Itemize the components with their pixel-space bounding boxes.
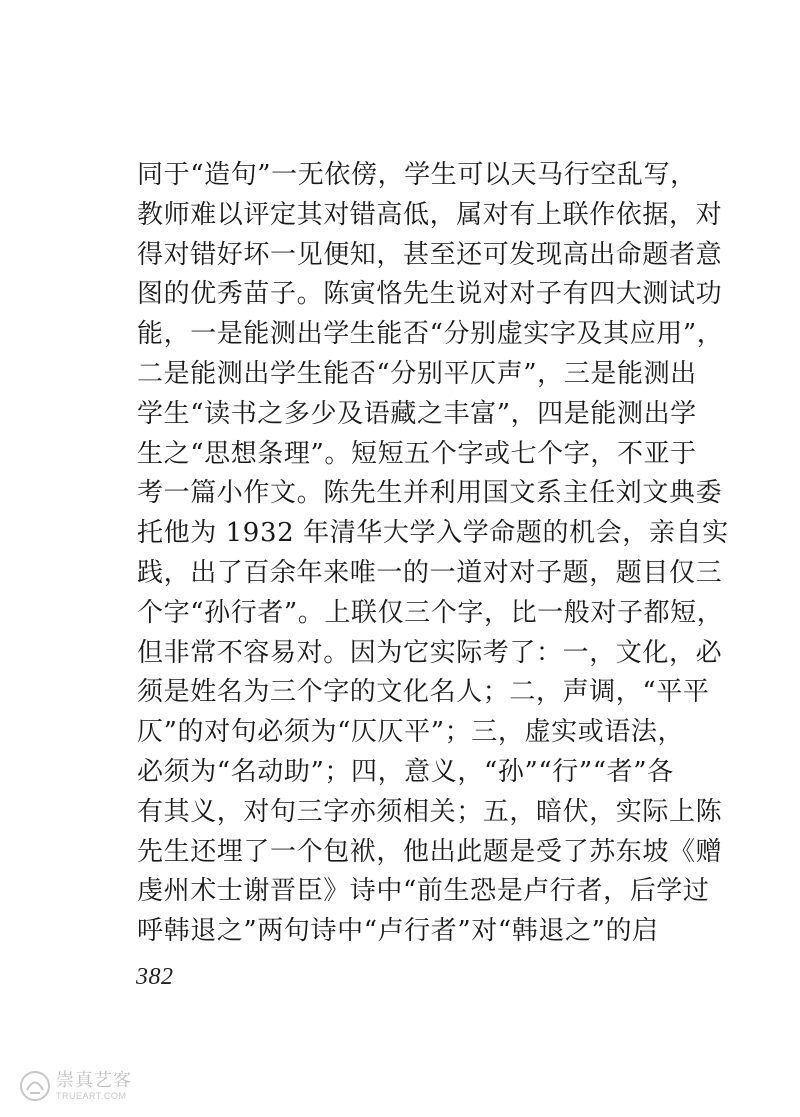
watermark	[18, 1064, 132, 1108]
text-line: 仄”的对句必须为“仄仄平”；三，虚实或语法，	[137, 717, 685, 748]
text-line: 先生还埋了一个包袱，他出此题是受了苏东坡《赠	[137, 836, 723, 867]
text-line: 呼韩退之”两句诗中“卢行者”对“韩退之”的启	[137, 916, 659, 947]
text-line: 考一篇小作文。陈先生并利用国文系主任刘文典委	[137, 478, 723, 509]
text-line: 生之“思想条理”。短短五个字或七个字，不亚于	[137, 438, 697, 469]
text-line: 得对错好坏一见便知，甚至还可发现高出命题者意	[137, 239, 723, 270]
watermark-name-en: TRUEART.COM	[56, 1090, 127, 1101]
text-line: 能，一是能测出学生能否“分别虚实字及其应用”，	[137, 319, 724, 350]
text-line: 但非常不容易对。因为它实际考了：一，文化，必	[137, 637, 723, 668]
text-line: 须是姓名为三个字的文化名人；二，声调，“平平	[137, 677, 710, 708]
text-line: 践，出了百余年来唯一的一道对对子题，题目仅三	[137, 557, 723, 588]
text-line: 虔州术士谢晋臣》诗中“前生恐是卢行者，后学过	[137, 876, 710, 907]
text-line: 二是能测出学生能否“分别平仄声”，三是能测出	[137, 358, 697, 389]
text-line: 必须为“名动助”；四，意义，“孙”“行”“者”各	[137, 756, 674, 787]
text-line: 托他为 1932 年清华大学入学命题的机会，亲自实	[137, 518, 729, 549]
text-line: 有其义，对句三字亦须相关；五，暗伏，实际上陈	[137, 796, 723, 827]
text-line: 学生“读书之多少及语藏之丰富”，四是能测出学	[137, 398, 697, 429]
text-line: 个字“孙行者”。上联仅三个字，比一般对子都短，	[137, 597, 724, 628]
trueart-logo-icon	[18, 1069, 52, 1103]
page-number: 382	[136, 964, 174, 990]
watermark-text	[56, 1071, 132, 1102]
text-line: 教师难以评定其对错高低，属对有上联作依据，对	[137, 199, 723, 230]
body-text	[137, 156, 729, 952]
text-line: 同于“造句”一无依傍，学生可以天马行空乱写，	[137, 160, 697, 190]
watermark-name-cn: 崇真艺客	[56, 1069, 132, 1091]
text-line: 图的优秀苗子。陈寅恪先生说对对子有四大测试功	[137, 279, 723, 310]
